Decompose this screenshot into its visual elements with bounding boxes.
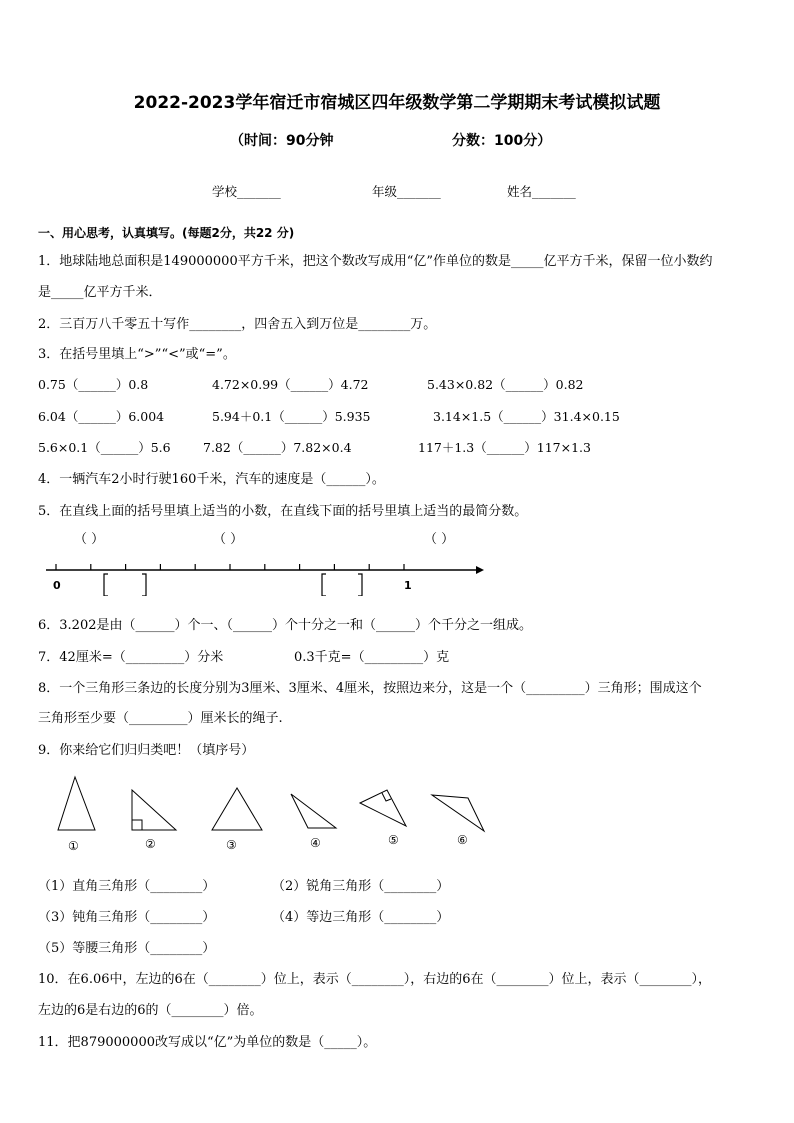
- bottom-bracket-2-right: [358, 574, 362, 596]
- q3-r3c1: 5.6×0.1（______）5.6: [38, 440, 171, 455]
- triangle-5-label: ⑤: [388, 833, 399, 847]
- school-field: 学校_______: [212, 184, 281, 199]
- q10-line1: 10．在6.06中，左边的6在（________）位上，表示（________），右边的6在（________）位上，表示（________），: [38, 972, 712, 987]
- triangle-6-label: ⑥: [457, 833, 468, 847]
- triangle-2: [132, 790, 176, 851]
- triangles-figure: [40, 772, 500, 854]
- q3-r1c3: 5.43×0.82（______）0.82: [427, 377, 584, 392]
- bottom-bracket-1-left: [104, 574, 108, 596]
- number-line-label-0: 0: [53, 579, 61, 592]
- top-bracket-3: （ ）: [424, 532, 455, 547]
- q3-r2c1: 6.04（______）6.004: [38, 409, 165, 424]
- page-title: 2022-2023学年宿迁市宿城区四年级数学第二学期期末考试模拟试题: [133, 93, 661, 113]
- q3-r1c1: 0.75（______）0.8: [38, 377, 149, 392]
- q9-item-3: （3）钝角三角形（________）: [38, 910, 216, 925]
- q3-r1c2: 4.72×0.99（______）4.72: [212, 377, 369, 392]
- q3-r2c2: 5.94＋0.1（______）5.935: [212, 409, 371, 424]
- q3-stem: 3．在括号里填上“>”“<”或“=”。: [38, 347, 236, 362]
- q3-r3c2: 7.82（______）7.82×0.4: [203, 440, 352, 455]
- bottom-bracket-2-left: [322, 574, 326, 596]
- bottom-bracket-1-right: [142, 574, 146, 596]
- triangle-1-label: ①: [68, 839, 79, 853]
- triangle-5: [360, 790, 406, 847]
- triangle-3-label: ③: [226, 838, 237, 852]
- q6: 6．3.202是由（______）个一、（______）个十分之一和（______）个千分之一组成。: [38, 618, 532, 633]
- q9-item-4: （4）等边三角形（________）: [272, 910, 450, 925]
- triangle-3: [212, 788, 262, 852]
- name-field: 姓名_______: [507, 184, 576, 199]
- q7b: 0.3千克=（_________）克: [294, 650, 450, 665]
- q1-line2: 是_____亿平方千米．: [38, 285, 162, 300]
- q2: 2．三百万八千零五十写作________，四舍五入到万位是________万。: [38, 317, 437, 332]
- top-bracket-2: （ ）: [213, 532, 244, 547]
- triangle-4-label: ④: [310, 836, 321, 850]
- q8-line1: 8．一个三角形三条边的长度分别为3厘米、3厘米、4厘米，按照边来分，这是一个（_________）三角形；围成这个: [38, 681, 702, 696]
- triangle-6: [432, 795, 484, 847]
- q1-line1: 1．地球陆地总面积是149000000平方千米，把这个数改写成用“亿”作单位的数是_____亿平方千米，保留一位小数约: [38, 254, 713, 269]
- q9-item-5: （5）等腰三角形（________）: [38, 941, 216, 956]
- q9-item-1: （1）直角三角形（________）: [38, 879, 216, 894]
- triangle-2-label: ②: [145, 837, 156, 851]
- number-line-arrow: [476, 566, 484, 574]
- grade-field: 年级_______: [372, 184, 441, 199]
- q9-stem: 9．你来给它们归归类吧！（填序号）: [38, 743, 255, 758]
- exam-score: 分数：100分）: [452, 133, 552, 149]
- top-bracket-1: （ ）: [74, 532, 105, 547]
- q3-r2c3: 3.14×1.5（______）31.4×0.15: [433, 409, 620, 424]
- q7a: 7．42厘米=（_________）分米: [38, 650, 224, 665]
- q10-line2: 左边的6是右边的6的（________）倍。: [38, 1003, 263, 1018]
- q8-line2: 三角形至少要（_________）厘米长的绳子.: [38, 711, 283, 726]
- number-line-figure: [38, 528, 488, 596]
- exam-time: （时间：90分钟: [230, 133, 334, 149]
- triangle-1: [58, 777, 95, 853]
- triangle-4: [291, 794, 336, 850]
- q3-r3c3: 117＋1.3（______）117×1.3: [418, 440, 591, 455]
- number-line-label-1: 1: [404, 579, 412, 592]
- q9-item-2: （2）锐角三角形（________）: [272, 879, 450, 894]
- section-heading: 一、用心思考，认真填写。(每题2分，共22 分): [38, 226, 295, 240]
- q4: 4．一辆汽车2小时行驶160千米，汽车的速度是（______）。: [38, 472, 385, 487]
- q5: 5．在直线上面的括号里填上适当的小数，在直线下面的括号里填上适当的最简分数。: [38, 504, 528, 519]
- q11: 11．把879000000改写成以“亿”为单位的数是（_____）。: [38, 1035, 377, 1050]
